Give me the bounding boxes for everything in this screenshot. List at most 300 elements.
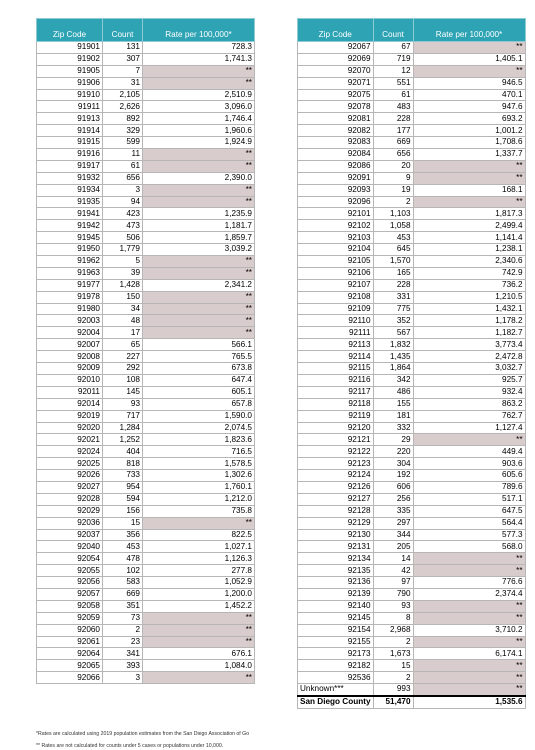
- table-row: [37, 672, 255, 684]
- zip-code-cell: 91915: [37, 137, 103, 149]
- zip-code-cell: 91934: [37, 184, 103, 196]
- zip-code-cell: 92075: [298, 89, 374, 101]
- table-row: [298, 374, 526, 386]
- zip-code-cell: 91935: [37, 196, 103, 208]
- count-cell: 393: [103, 660, 143, 672]
- table-row: [298, 588, 526, 600]
- rate-cell: 1,141.4: [413, 232, 525, 244]
- count-cell: 61: [103, 160, 143, 172]
- zip-code-cell: 92115: [298, 363, 374, 375]
- zip-code-cell: 92020: [37, 422, 103, 434]
- count-cell: 3: [103, 672, 143, 684]
- zip-code-cell: 91977: [37, 279, 103, 291]
- zip-code-cell: 92128: [298, 505, 374, 517]
- count-cell: 20: [373, 160, 413, 172]
- rate-cell: 736.2: [413, 279, 525, 291]
- count-cell: 14: [373, 553, 413, 565]
- count-cell: 228: [373, 113, 413, 125]
- zip-code-cell: 92026: [37, 470, 103, 482]
- table-row: [298, 386, 526, 398]
- rate-cell: **: [413, 600, 525, 612]
- table-row: [298, 101, 526, 113]
- header-zip-code: Zip Code: [298, 19, 374, 42]
- table-row: [37, 517, 255, 529]
- table-row: [298, 553, 526, 565]
- table-row: [37, 279, 255, 291]
- zip-code-cell: 92110: [298, 315, 374, 327]
- table-row: [37, 374, 255, 386]
- zip-code-cell: 92025: [37, 458, 103, 470]
- count-cell: 483: [373, 101, 413, 113]
- count-cell: 332: [373, 422, 413, 434]
- table-row: [298, 541, 526, 553]
- rate-cell: 903.6: [413, 458, 525, 470]
- count-cell: 335: [373, 505, 413, 517]
- count-cell: 31: [103, 77, 143, 89]
- table-body-right: [298, 42, 526, 696]
- table-row: [37, 541, 255, 553]
- count-cell: 42: [373, 565, 413, 577]
- count-cell: 227: [103, 351, 143, 363]
- rate-cell: 517.1: [413, 493, 525, 505]
- count-cell: 2: [373, 636, 413, 648]
- zip-code-cell: 92127: [298, 493, 374, 505]
- zip-code-cell: 92066: [37, 672, 103, 684]
- table-row: [37, 184, 255, 196]
- zip-code-cell: 92114: [298, 351, 374, 363]
- zip-code-cell: 92003: [37, 315, 103, 327]
- table-row: [298, 267, 526, 279]
- rate-cell: **: [413, 672, 525, 684]
- zip-code-cell: 91913: [37, 113, 103, 125]
- count-cell: 1,435: [373, 351, 413, 363]
- rate-cell: 3,039.2: [143, 244, 255, 256]
- rate-cell: **: [413, 160, 525, 172]
- table-row: [37, 149, 255, 161]
- count-cell: 352: [373, 315, 413, 327]
- count-cell: 669: [103, 588, 143, 600]
- table-row: [37, 600, 255, 612]
- unknown-row: [298, 684, 526, 696]
- count-cell: 351: [103, 600, 143, 612]
- rate-cell: 947.6: [413, 101, 525, 113]
- zip-code-cell: 92007: [37, 339, 103, 351]
- table-row: [298, 363, 526, 375]
- table-row: [37, 77, 255, 89]
- table-row: [298, 196, 526, 208]
- rate-cell: **: [143, 256, 255, 268]
- header-zip-code: Zip Code: [37, 19, 103, 42]
- count-cell: 61: [373, 89, 413, 101]
- count-cell: 1,103: [373, 208, 413, 220]
- table-row: [298, 65, 526, 77]
- rate-cell: 693.2: [413, 113, 525, 125]
- rate-cell: 1,578.5: [143, 458, 255, 470]
- table-row: [298, 470, 526, 482]
- count-cell: 15: [373, 660, 413, 672]
- table-row: [37, 113, 255, 125]
- zip-code-cell: Unknown***: [298, 684, 374, 696]
- total-label: San Diego County: [298, 696, 374, 708]
- rate-cell: **: [413, 65, 525, 77]
- count-cell: 583: [103, 577, 143, 589]
- rate-cell: 566.1: [143, 339, 255, 351]
- count-cell: 292: [103, 363, 143, 375]
- count-cell: 478: [103, 553, 143, 565]
- count-cell: 775: [373, 303, 413, 315]
- table-row: [298, 160, 526, 172]
- zip-code-cell: 92084: [298, 149, 374, 161]
- table-row: [37, 267, 255, 279]
- table-row: [37, 327, 255, 339]
- zip-code-cell: 92182: [298, 660, 374, 672]
- count-cell: 1,428: [103, 279, 143, 291]
- count-cell: 453: [103, 541, 143, 553]
- count-cell: 594: [103, 493, 143, 505]
- rate-cell: **: [143, 636, 255, 648]
- rate-cell: 1,052.9: [143, 577, 255, 589]
- zip-code-cell: 92004: [37, 327, 103, 339]
- zip-code-cell: 92106: [298, 267, 374, 279]
- rate-cell: **: [143, 196, 255, 208]
- table-row: [298, 612, 526, 624]
- table-row: [298, 648, 526, 660]
- rate-cell: 3,710.2: [413, 624, 525, 636]
- table-row: [37, 244, 255, 256]
- count-cell: 97: [373, 577, 413, 589]
- zip-code-cell: 91941: [37, 208, 103, 220]
- rate-cell: 3,032.7: [413, 363, 525, 375]
- count-cell: 954: [103, 481, 143, 493]
- count-cell: 9: [373, 172, 413, 184]
- rate-cell: 277.8: [143, 565, 255, 577]
- table-row: [37, 446, 255, 458]
- table-row: [298, 303, 526, 315]
- count-cell: 1,058: [373, 220, 413, 232]
- count-cell: 506: [103, 232, 143, 244]
- table-row: [298, 315, 526, 327]
- count-cell: 453: [373, 232, 413, 244]
- zip-code-cell: 92009: [37, 363, 103, 375]
- rate-cell: 1,084.0: [143, 660, 255, 672]
- count-cell: 297: [373, 517, 413, 529]
- table-row: [37, 577, 255, 589]
- zip-table-right: [297, 18, 526, 709]
- zip-code-cell: 92104: [298, 244, 374, 256]
- count-cell: 2: [103, 624, 143, 636]
- zip-code-cell: 92140: [298, 600, 374, 612]
- zip-code-cell: 92093: [298, 184, 374, 196]
- zip-code-cell: 92065: [37, 660, 103, 672]
- rate-cell: 1,182.7: [413, 327, 525, 339]
- table-row: [37, 220, 255, 232]
- rate-cell: 728.3: [143, 42, 255, 54]
- table-row: [37, 303, 255, 315]
- zip-code-cell: 92111: [298, 327, 374, 339]
- rate-cell: 564.4: [413, 517, 525, 529]
- zip-code-cell: 91945: [37, 232, 103, 244]
- count-cell: 93: [103, 398, 143, 410]
- count-cell: 606: [373, 481, 413, 493]
- count-cell: 342: [373, 374, 413, 386]
- rate-cell: **: [413, 636, 525, 648]
- rate-cell: **: [143, 303, 255, 315]
- rate-cell: **: [143, 327, 255, 339]
- count-cell: 669: [373, 137, 413, 149]
- zip-table-left: [36, 18, 255, 684]
- count-cell: 551: [373, 77, 413, 89]
- count-cell: 567: [373, 327, 413, 339]
- count-cell: 256: [373, 493, 413, 505]
- table-row: [298, 458, 526, 470]
- count-cell: 67: [373, 42, 413, 54]
- table-row: [37, 256, 255, 268]
- table-row: [298, 565, 526, 577]
- zip-code-cell: 92055: [37, 565, 103, 577]
- rate-cell: 1,746.4: [143, 113, 255, 125]
- zip-code-cell: 91932: [37, 172, 103, 184]
- count-cell: 356: [103, 529, 143, 541]
- zip-code-cell: 92107: [298, 279, 374, 291]
- count-cell: 307: [103, 53, 143, 65]
- zip-code-cell: 91950: [37, 244, 103, 256]
- rate-cell: 1,200.0: [143, 588, 255, 600]
- header-count: Count: [373, 19, 413, 42]
- table-row: [298, 624, 526, 636]
- table-row: [298, 481, 526, 493]
- count-cell: 165: [373, 267, 413, 279]
- count-cell: 486: [373, 386, 413, 398]
- rate-cell: 776.6: [413, 577, 525, 589]
- count-cell: 2: [373, 672, 413, 684]
- rate-cell: **: [143, 267, 255, 279]
- table-row: [298, 149, 526, 161]
- rate-cell: 1,212.0: [143, 493, 255, 505]
- zip-code-cell: 91911: [37, 101, 103, 113]
- table-row: [37, 351, 255, 363]
- zip-code-cell: 91917: [37, 160, 103, 172]
- count-cell: 181: [373, 410, 413, 422]
- rate-cell: 2,341.2: [143, 279, 255, 291]
- count-cell: 34: [103, 303, 143, 315]
- zip-code-cell: 92139: [298, 588, 374, 600]
- zip-code-cell: 92134: [298, 553, 374, 565]
- rate-cell: 1,181.7: [143, 220, 255, 232]
- table-row: [37, 42, 255, 54]
- rate-cell: 1,302.6: [143, 470, 255, 482]
- count-cell: 3: [103, 184, 143, 196]
- table-row: [298, 220, 526, 232]
- table-row: [37, 470, 255, 482]
- table-row: [298, 184, 526, 196]
- table-row: [298, 577, 526, 589]
- count-cell: 102: [103, 565, 143, 577]
- zip-code-cell: 92008: [37, 351, 103, 363]
- count-cell: 1,284: [103, 422, 143, 434]
- table-row: [37, 410, 255, 422]
- zip-code-cell: 92173: [298, 648, 374, 660]
- zip-code-cell: 92064: [37, 648, 103, 660]
- count-cell: 150: [103, 291, 143, 303]
- rate-cell: 673.8: [143, 363, 255, 375]
- table-row: [37, 660, 255, 672]
- rate-cell: 1,859.7: [143, 232, 255, 244]
- table-row: [298, 672, 526, 684]
- rate-cell: **: [413, 196, 525, 208]
- count-cell: 304: [373, 458, 413, 470]
- rate-cell: 735.8: [143, 505, 255, 517]
- table-row: [298, 660, 526, 672]
- rate-cell: 925.7: [413, 374, 525, 386]
- rate-cell: 449.4: [413, 446, 525, 458]
- table-row: [298, 208, 526, 220]
- table-row: [298, 77, 526, 89]
- count-cell: 423: [103, 208, 143, 220]
- count-cell: 177: [373, 125, 413, 137]
- zip-code-cell: 91978: [37, 291, 103, 303]
- rate-cell: 762.7: [413, 410, 525, 422]
- zip-code-cell: 91942: [37, 220, 103, 232]
- zip-code-cell: 92021: [37, 434, 103, 446]
- count-cell: 228: [373, 279, 413, 291]
- rate-cell: 1,001.2: [413, 125, 525, 137]
- rate-cell: **: [413, 172, 525, 184]
- zip-code-cell: 92108: [298, 291, 374, 303]
- table-row: [298, 327, 526, 339]
- zip-code-cell: 92028: [37, 493, 103, 505]
- count-cell: 11: [103, 149, 143, 161]
- count-cell: 1,570: [373, 256, 413, 268]
- zip-code-cell: 92037: [37, 529, 103, 541]
- rate-cell: 1,590.0: [143, 410, 255, 422]
- count-cell: 17: [103, 327, 143, 339]
- header-rate: Rate per 100,000*: [143, 19, 255, 42]
- count-cell: 733: [103, 470, 143, 482]
- zip-code-cell: 92123: [298, 458, 374, 470]
- rate-cell: **: [413, 42, 525, 54]
- footnote-population-source: *Rates are calculated using 2019 population estimates from the San Diego Association of Go: [36, 731, 250, 737]
- count-cell: 790: [373, 588, 413, 600]
- table-row: [37, 386, 255, 398]
- count-cell: 331: [373, 291, 413, 303]
- rate-cell: 2,499.4: [413, 220, 525, 232]
- zip-code-cell: 91980: [37, 303, 103, 315]
- table-row: [298, 137, 526, 149]
- table-row: [298, 232, 526, 244]
- zip-code-cell: 92029: [37, 505, 103, 517]
- count-cell: 1,779: [103, 244, 143, 256]
- rate-cell: 605.1: [143, 386, 255, 398]
- table-body-left: [37, 42, 255, 684]
- zip-code-cell: 92536: [298, 672, 374, 684]
- rate-cell: 863.2: [413, 398, 525, 410]
- rate-cell: 1,452.2: [143, 600, 255, 612]
- count-cell: 39: [103, 267, 143, 279]
- rate-cell: 1,235.9: [143, 208, 255, 220]
- rate-cell: **: [413, 553, 525, 565]
- table-row: [37, 53, 255, 65]
- rate-cell: 2,472.8: [413, 351, 525, 363]
- zip-code-cell: 92118: [298, 398, 374, 410]
- rate-cell: 789.6: [413, 481, 525, 493]
- table-row: [37, 101, 255, 113]
- table-header-row: [298, 19, 526, 42]
- count-cell: 108: [103, 374, 143, 386]
- rate-cell: 1,178.2: [413, 315, 525, 327]
- table-row: [298, 351, 526, 363]
- rate-cell: 822.5: [143, 529, 255, 541]
- zip-code-cell: 91910: [37, 89, 103, 101]
- zip-code-cell: 92059: [37, 612, 103, 624]
- zip-code-cell: 92103: [298, 232, 374, 244]
- rate-cell: 1,210.5: [413, 291, 525, 303]
- rate-cell: **: [143, 77, 255, 89]
- count-cell: 93: [373, 600, 413, 612]
- table-row: [37, 648, 255, 660]
- zip-code-cell: 92121: [298, 434, 374, 446]
- zip-code-cell: 92067: [298, 42, 374, 54]
- rate-cell: 1,924.9: [143, 137, 255, 149]
- count-cell: 1,673: [373, 648, 413, 660]
- count-cell: 19: [373, 184, 413, 196]
- zip-code-cell: 92145: [298, 612, 374, 624]
- table-row: [298, 446, 526, 458]
- count-cell: 341: [103, 648, 143, 660]
- count-cell: 29: [373, 434, 413, 446]
- table-row: [298, 279, 526, 291]
- zip-code-cell: 92122: [298, 446, 374, 458]
- rate-cell: 3,096.0: [143, 101, 255, 113]
- table-row: [37, 137, 255, 149]
- table-row: [37, 565, 255, 577]
- zip-code-cell: 92130: [298, 529, 374, 541]
- table-row: [298, 125, 526, 137]
- rate-cell: 568.0: [413, 541, 525, 553]
- rate-cell: **: [143, 517, 255, 529]
- county-total-row: [298, 696, 526, 708]
- rate-cell: 470.1: [413, 89, 525, 101]
- zip-code-cell: 92083: [298, 137, 374, 149]
- table-row: [37, 553, 255, 565]
- zip-code-cell: 92069: [298, 53, 374, 65]
- count-cell: 2,105: [103, 89, 143, 101]
- count-cell: 1,252: [103, 434, 143, 446]
- zip-code-cell: 91962: [37, 256, 103, 268]
- count-cell: 94: [103, 196, 143, 208]
- zip-code-cell: 92024: [37, 446, 103, 458]
- table-row: [298, 89, 526, 101]
- table-row: [298, 517, 526, 529]
- zip-code-cell: 92135: [298, 565, 374, 577]
- count-cell: 131: [103, 42, 143, 54]
- zip-code-cell: 92071: [298, 77, 374, 89]
- count-cell: 404: [103, 446, 143, 458]
- table-row: [37, 125, 255, 137]
- table-row: [37, 434, 255, 446]
- rate-cell: 577.3: [413, 529, 525, 541]
- zip-code-cell: 91916: [37, 149, 103, 161]
- count-cell: 599: [103, 137, 143, 149]
- table-row: [37, 529, 255, 541]
- rate-cell: **: [143, 624, 255, 636]
- zip-code-cell: 92078: [298, 101, 374, 113]
- count-cell: 5: [103, 256, 143, 268]
- zip-code-cell: 92113: [298, 339, 374, 351]
- count-cell: 220: [373, 446, 413, 458]
- rate-cell: 1,127.4: [413, 422, 525, 434]
- zip-code-cell: 92109: [298, 303, 374, 315]
- zip-code-cell: 92056: [37, 577, 103, 589]
